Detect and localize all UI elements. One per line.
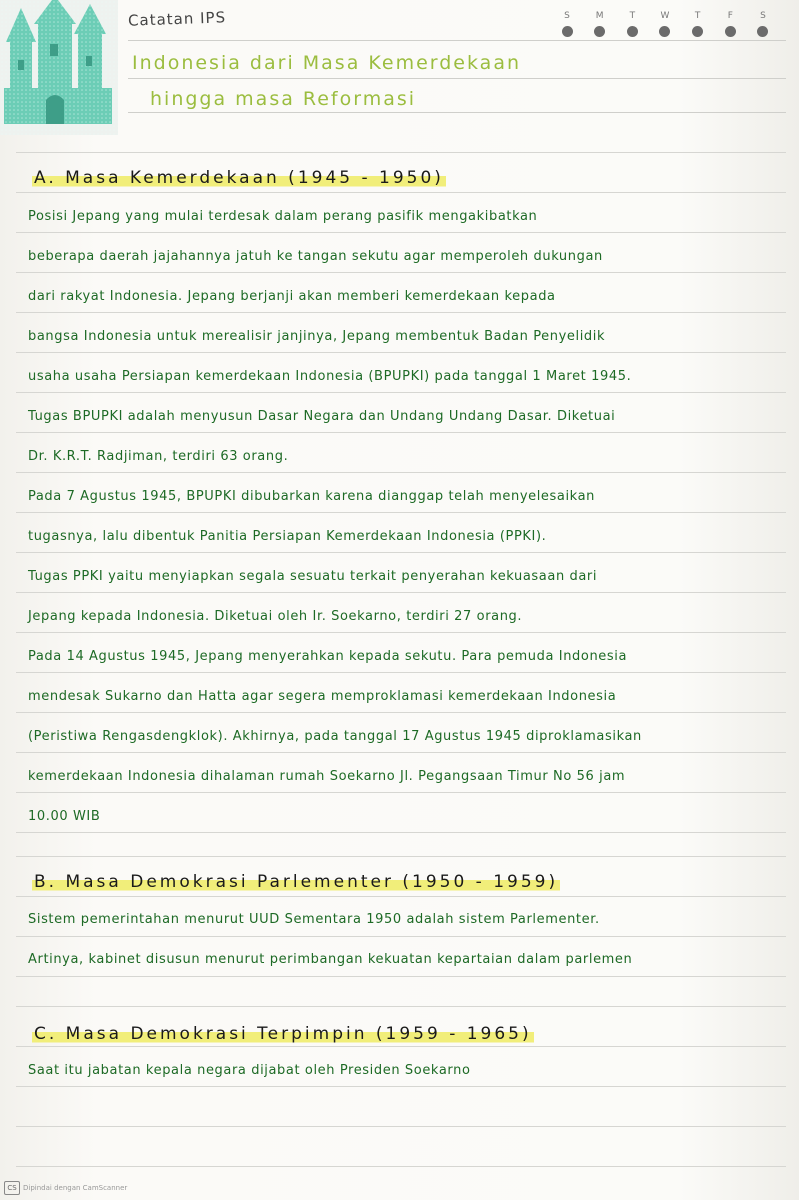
- ruled-line: [16, 512, 786, 513]
- ruled-line: [16, 272, 786, 273]
- ruled-line: [16, 192, 786, 193]
- ruled-line: [16, 1006, 786, 1007]
- ruled-line: [16, 672, 786, 673]
- ruled-line: [16, 752, 786, 753]
- ruled-line: [16, 1086, 786, 1087]
- scanner-text: Dipindai dengan CamScanner: [23, 1184, 128, 1192]
- ruled-line: [16, 472, 786, 473]
- week-day: T: [686, 10, 710, 37]
- note-line: Dr. K.R.T. Radjiman, terdiri 63 orang.: [28, 449, 289, 464]
- header-rule: [128, 112, 786, 113]
- ruled-line: [16, 792, 786, 793]
- day-dot: [725, 26, 736, 37]
- ruled-line: [16, 896, 786, 897]
- ruled-line: [16, 1126, 786, 1127]
- ruled-line: [16, 352, 786, 353]
- section-heading: B. Masa Demokrasi Parlementer (1950 - 1959): [34, 872, 559, 892]
- note-line: Saat itu jabatan kepala negara dijabat oleh Presiden Soekarno: [28, 1063, 471, 1078]
- note-line: Pada 14 Agustus 1945, Jepang menyerahkan kepada sekutu. Para pemuda Indonesia: [28, 649, 628, 664]
- page-title-line-2: hingga masa Reformasi: [150, 88, 417, 110]
- day-dot: [659, 26, 670, 37]
- note-line: 10.00 WIB: [28, 809, 101, 824]
- day-dot: [692, 26, 703, 37]
- week-day: T: [620, 10, 644, 37]
- note-line: Sistem pemerintahan menurut UUD Sementara 1950 adalah sistem Parlementer.: [28, 912, 600, 927]
- section-heading: A. Masa Kemerdekaan (1945 - 1950): [34, 168, 444, 188]
- note-line: kemerdekaan Indonesia dihalaman rumah Soekarno Jl. Pegangsaan Timur No 56 jam: [28, 769, 626, 784]
- note-line: Tugas BPUPKI adalah menyusun Dasar Negara dan Undang Undang Dasar. Diketuai: [28, 409, 616, 424]
- note-line: Posisi Jepang yang mulai terdesak dalam perang pasifik mengakibatkan: [28, 209, 538, 224]
- note-line: (Peristiwa Rengasdengklok). Akhirnya, pada tanggal 17 Agustus 1945 diproklamasikan: [28, 729, 642, 744]
- ruled-line: [16, 712, 786, 713]
- week-day: S: [555, 10, 579, 37]
- note-line: mendesak Sukarno dan Hatta agar segera memproklamasi kemerdekaan Indonesia: [28, 689, 617, 704]
- ruled-line: [16, 856, 786, 857]
- ruled-line: [16, 832, 786, 833]
- notebook-label: Catatan IPS: [127, 8, 227, 30]
- ruled-line: [16, 976, 786, 977]
- week-tracker: [555, 10, 775, 37]
- day-dot: [757, 26, 768, 37]
- header-rule: [128, 40, 786, 41]
- day-dot: [594, 26, 605, 37]
- ruled-line: [16, 1166, 786, 1167]
- ruled-line: [16, 432, 786, 433]
- note-line: dari rakyat Indonesia. Jepang berjanji akan memberi kemerdekaan kepada: [28, 289, 556, 304]
- ruled-line: [16, 632, 786, 633]
- note-line: tugasnya, lalu dibentuk Panitia Persiapan Kemerdekaan Indonesia (PPKI).: [28, 529, 547, 544]
- ruled-line: [16, 936, 786, 937]
- ruled-line: [16, 152, 786, 153]
- note-line: usaha usaha Persiapan kemerdekaan Indonesia (BPUPKI) pada tanggal 1 Maret 1945.: [28, 369, 632, 384]
- ruled-line: [16, 592, 786, 593]
- note-line: Pada 7 Agustus 1945, BPUPKI dibubarkan karena dianggap telah menyelesaikan: [28, 489, 595, 504]
- camscanner-logo-icon: CS: [4, 1181, 20, 1195]
- note-line: Artinya, kabinet disusun menurut perimbangan kekuatan kepartaian dalam parlemen: [28, 952, 633, 967]
- day-dot: [627, 26, 638, 37]
- week-day: S: [751, 10, 775, 37]
- header-rule: [128, 78, 786, 79]
- ruled-line: [16, 1046, 786, 1047]
- week-day: W: [653, 10, 677, 37]
- ruled-line: [16, 392, 786, 393]
- note-line: Jepang kepada Indonesia. Diketuai oleh Ir. Soekarno, terdiri 27 orang.: [28, 609, 523, 624]
- note-line: bangsa Indonesia untuk merealisir janjinya, Jepang membentuk Badan Penyelidik: [28, 329, 606, 344]
- castle-stamp-icon: [0, 0, 118, 135]
- section-heading: C. Masa Demokrasi Terpimpin (1959 - 1965): [34, 1024, 532, 1044]
- page-title-line-1: Indonesia dari Masa Kemerdekaan: [132, 52, 521, 74]
- week-day: F: [718, 10, 742, 37]
- scanner-watermark: [4, 1181, 127, 1195]
- day-dot: [562, 26, 573, 37]
- week-day: M: [588, 10, 612, 37]
- note-line: Tugas PPKI yaitu menyiapkan segala sesuatu terkait penyerahan kekuasaan dari: [28, 569, 598, 584]
- note-line: beberapa daerah jajahannya jatuh ke tangan sekutu agar memperoleh dukungan: [28, 249, 603, 264]
- ruled-line: [16, 312, 786, 313]
- ruled-line: [16, 552, 786, 553]
- ruled-line: [16, 232, 786, 233]
